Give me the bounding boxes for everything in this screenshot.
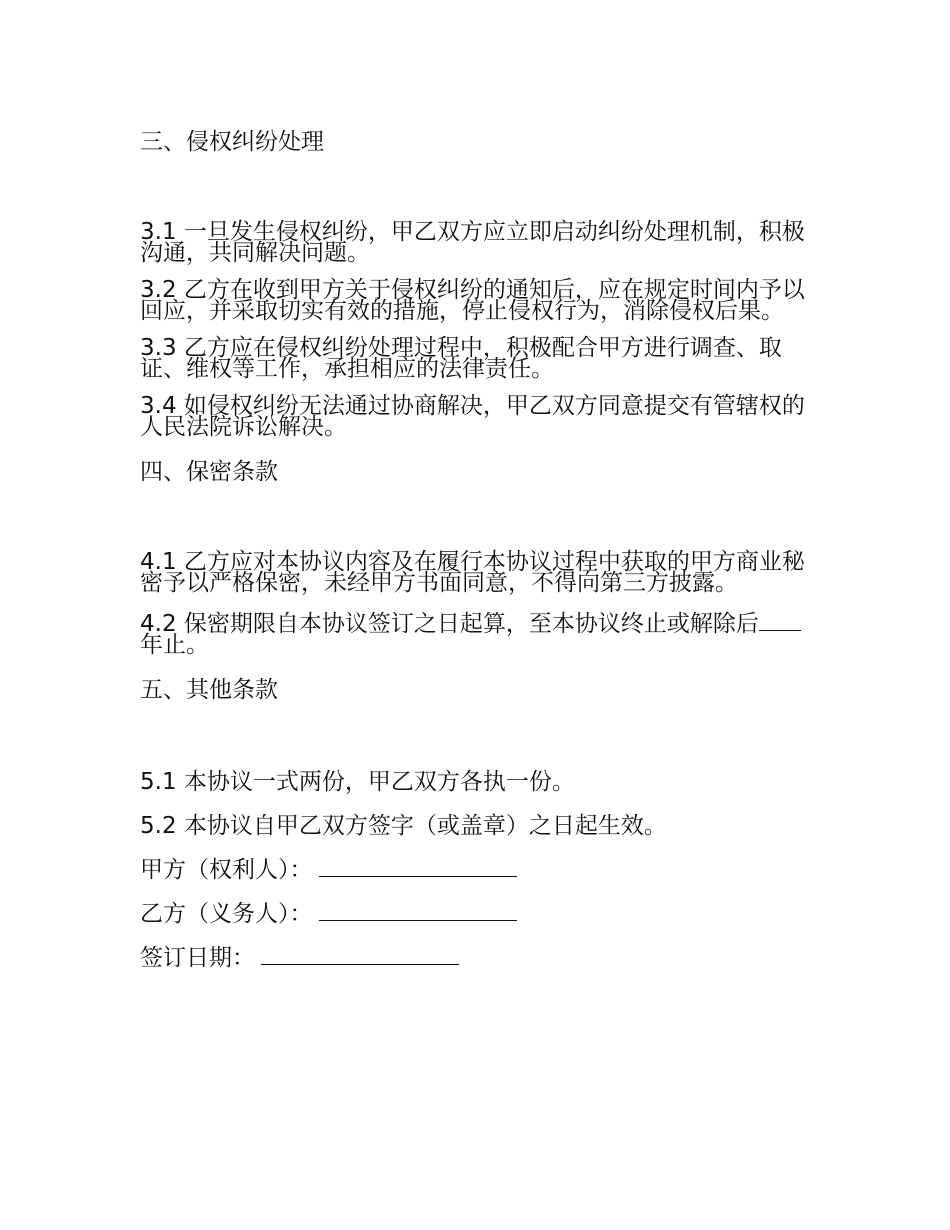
clause-3-3: 3.3 乙方应在侵权纠纷处理过程中，积极配合甲方进行调查、取证、维权等工作，承担相应的法律责任。 xyxy=(140,335,782,382)
clause-5-2: 5.2 本协议自甲乙双方签字（或盖章）之日起生效。 xyxy=(140,813,667,839)
confidentiality-years-blank xyxy=(759,610,801,631)
clause-3-4: 3.4 如侵权纠纷无法通过协商解决，甲乙双方同意提交有管辖权的人民法院诉讼解决。 xyxy=(140,393,805,440)
clause-5-1: 5.1 本协议一式两份，甲乙双方各执一份。 xyxy=(140,769,575,795)
clause-3-1: 3.1 一旦发生侵权纠纷，甲乙双方应立即启动纠纷处理机制，积极沟通，共同解决问题。 xyxy=(140,219,805,266)
document-content xyxy=(140,124,812,988)
party-a-signature-line xyxy=(140,856,812,884)
party-a-label: 甲方（权利人）： xyxy=(140,857,313,883)
party-b-signature-blank xyxy=(319,900,517,921)
sign-date-label: 签订日期： xyxy=(140,945,255,971)
clause-4-2-text: 4.2 保密期限自本协议签订之日起算，至本协议终止或解除后 xyxy=(140,611,759,637)
section-4-heading: 四、保密条款 xyxy=(140,459,278,485)
sign-date-line xyxy=(140,944,812,972)
sign-date-blank xyxy=(261,944,459,965)
section-5-heading: 五、其他条款 xyxy=(140,677,278,703)
clause-4-1: 4.1 乙方应对本协议内容及在履行本协议过程中获取的甲方商业秘密予以严格保密，未经甲方书面同意，不得向第三方披露。 xyxy=(140,549,805,596)
clause-4-2-suffix: 年止。 xyxy=(140,632,209,658)
section-3-heading: 三、侵权纠纷处理 xyxy=(140,129,324,155)
party-b-label: 乙方（义务人）： xyxy=(140,901,313,927)
party-b-signature-line xyxy=(140,900,812,928)
clause-4-2 xyxy=(140,610,812,656)
party-a-signature-blank xyxy=(319,856,517,877)
clause-3-2: 3.2 乙方在收到甲方关于侵权纠纷的通知后，应在规定时间内予以回应，并采取切实有效的措施，停止侵权行为，消除侵权后果。 xyxy=(140,277,805,324)
